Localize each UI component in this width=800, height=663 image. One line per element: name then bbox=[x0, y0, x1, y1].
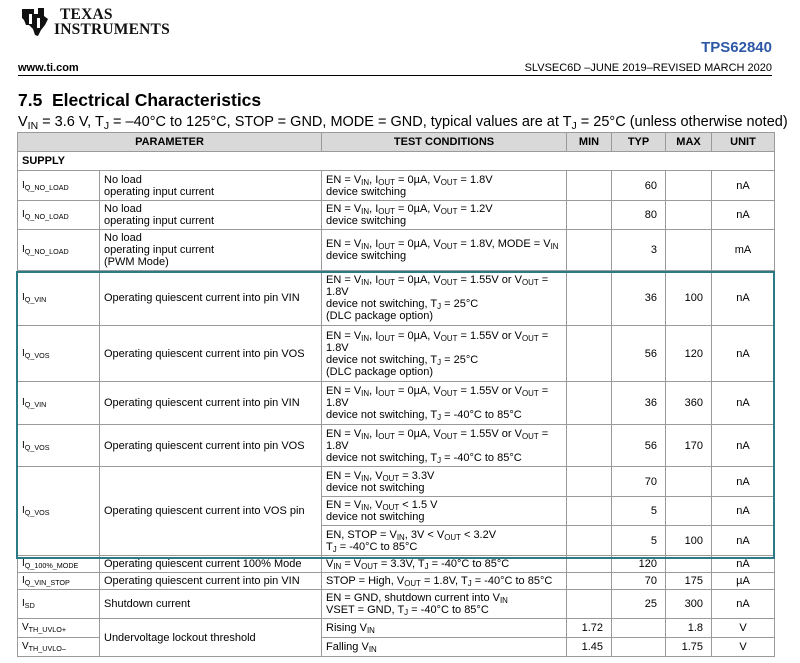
typ-cell: 5 bbox=[612, 526, 666, 556]
min-cell bbox=[567, 497, 612, 526]
table-row bbox=[18, 467, 775, 497]
unit-cell: nA bbox=[712, 497, 775, 526]
max-cell: 170 bbox=[666, 425, 712, 467]
col-header-min: MIN bbox=[567, 133, 612, 152]
unit-cell: nA bbox=[712, 425, 775, 467]
table-row bbox=[18, 556, 775, 573]
typ-cell: 56 bbox=[612, 425, 666, 467]
unit-cell: nA bbox=[712, 271, 775, 326]
parameter-cell: Operating quiescent current into pin VOS bbox=[100, 425, 322, 467]
table-row bbox=[18, 382, 775, 425]
unit-cell: nA bbox=[712, 326, 775, 382]
col-header-parameter: PARAMETER bbox=[18, 133, 322, 152]
max-cell bbox=[666, 556, 712, 573]
typ-cell: 120 bbox=[612, 556, 666, 573]
table-row bbox=[18, 619, 775, 638]
min-cell bbox=[567, 230, 612, 271]
logo-text-texas: TEXAS bbox=[60, 6, 113, 23]
parameter-cell: No load operating input current bbox=[100, 201, 322, 230]
min-cell: 1.45 bbox=[567, 638, 612, 657]
min-cell bbox=[567, 556, 612, 573]
table-row bbox=[18, 230, 775, 271]
unit-cell: V bbox=[712, 638, 775, 657]
texas-state-logo-icon bbox=[20, 6, 50, 38]
parameter-cell: Operating quiescent current into pin VIN bbox=[100, 573, 322, 590]
col-header-typ: TYP bbox=[612, 133, 666, 152]
section-title: Electrical Characteristics bbox=[52, 90, 262, 110]
parameter-cell: Operating quiescent current into VOS pin bbox=[100, 467, 322, 556]
typ-cell: 25 bbox=[612, 590, 666, 619]
min-cell bbox=[567, 326, 612, 382]
conditions-cell: EN, STOP = $V_{IN}$, $3V < V_{OUT} < 3.2V$ $T_J = -40^\circ C$ to 85°C bbox=[322, 526, 567, 556]
max-cell bbox=[666, 201, 712, 230]
conditions-cell: EN = $V_{IN}$, $I_{OUT} = 0\mu A$, $V_{OUT} = 1.55V$ or $V_{OUT}$ = 1.8V device not switching, $T_J = 25^\circ C$ (DLC package option) bbox=[322, 326, 567, 382]
conditions-cell: EN = $V_{IN}$, $I_{OUT} = 0\mu A$, $V_{OUT} = 1.2V$ device switching bbox=[322, 201, 567, 230]
min-cell bbox=[567, 425, 612, 467]
max-cell: 300 bbox=[666, 590, 712, 619]
conditions-cell: EN = GND, shutdown current into $V_{IN}$ VSET = GND, $T_J = -40^\circ C$ to 85°C bbox=[322, 590, 567, 619]
logo-text-instruments: INSTRUMENTS bbox=[54, 21, 170, 38]
typ-cell: 70 bbox=[612, 467, 666, 497]
unit-cell: mA bbox=[712, 230, 775, 271]
col-header-max: MAX bbox=[666, 133, 712, 152]
min-cell bbox=[567, 382, 612, 425]
symbol-cell: $I_{Q\_NO\_LOAD}$ bbox=[18, 201, 100, 230]
symbol-cell: $I_{Q\_VOS}$ bbox=[18, 326, 100, 382]
typ-cell: 3 bbox=[612, 230, 666, 271]
conditions-cell: EN = $V_{IN}$, $I_{OUT} = 0\mu A$, $V_{OUT} = 1.55V$ or $V_{OUT}$ = 1.8V device not switching, $T_J = 25^\circ C$ (DLC package option) bbox=[322, 271, 567, 326]
max-cell: 120 bbox=[666, 326, 712, 382]
conditions-cell: Falling $V_{IN}$ bbox=[322, 638, 567, 657]
parameter-cell: Operating quiescent current into pin VIN bbox=[100, 382, 322, 425]
max-cell: 100 bbox=[666, 526, 712, 556]
header-divider bbox=[18, 75, 772, 76]
symbol-cell: $I_{SD}$ bbox=[18, 590, 100, 619]
document-info: SLVSEC6D –JUNE 2019–REVISED MARCH 2020 bbox=[524, 62, 772, 74]
conditions-cell: EN = $V_{IN}$, $V_{OUT} < 1.5$ V device not switching bbox=[322, 497, 567, 526]
table-row bbox=[18, 326, 775, 382]
parameter-cell: No load operating input current bbox=[100, 171, 322, 201]
symbol-cell: $I_{Q\_100\%\_MODE}$ bbox=[18, 556, 100, 573]
unit-cell: nA bbox=[712, 171, 775, 201]
symbol-cell: $I_{Q\_VOS}$ bbox=[18, 467, 100, 556]
symbol-cell: $I_{Q\_VIN}$ bbox=[18, 271, 100, 326]
website-link[interactable]: www.ti.com bbox=[18, 62, 79, 74]
typ-cell: 5 bbox=[612, 497, 666, 526]
symbol-cell: $I_{Q\_NO\_LOAD}$ bbox=[18, 171, 100, 201]
unit-cell: V bbox=[712, 619, 775, 638]
table-row bbox=[18, 425, 775, 467]
table-row bbox=[18, 271, 775, 326]
conditions-cell: EN = $V_{IN}$, $I_{OUT} = 0\mu A$, $V_{OUT} = 1.8V$ device switching bbox=[322, 171, 567, 201]
table-row bbox=[18, 201, 775, 230]
min-cell bbox=[567, 201, 612, 230]
min-cell bbox=[567, 467, 612, 497]
symbol-cell: $V_{TH\_UVLO+}$ bbox=[18, 619, 100, 638]
symbol-cell: $I_{Q\_NO\_LOAD}$ bbox=[18, 230, 100, 271]
section-number: 7.5 bbox=[18, 90, 43, 110]
electrical-characteristics-table bbox=[17, 132, 775, 657]
symbol-cell: $V_{TH\_UVLO-}$ bbox=[18, 638, 100, 657]
page-header bbox=[0, 0, 800, 80]
col-header-test-conditions: TEST CONDITIONS bbox=[322, 133, 567, 152]
typ-cell: 56 bbox=[612, 326, 666, 382]
conditions-line: $V_{IN} = 3.6$ V, $T_J = -40^\circ C$ to 125°C, STOP = GND, MODE = GND, typical values are at $T_J = 25^\circ C$ (unless otherwise noted) bbox=[18, 114, 788, 132]
ti-logo bbox=[20, 6, 170, 38]
max-cell: 1.75 bbox=[666, 638, 712, 657]
parameter-cell: Operating quiescent current into pin VOS bbox=[100, 326, 322, 382]
unit-cell: nA bbox=[712, 382, 775, 425]
unit-cell: nA bbox=[712, 556, 775, 573]
min-cell: 1.72 bbox=[567, 619, 612, 638]
parameter-cell: Shutdown current bbox=[100, 590, 322, 619]
min-cell bbox=[567, 271, 612, 326]
max-cell bbox=[666, 467, 712, 497]
symbol-cell: $I_{Q\_VOS}$ bbox=[18, 425, 100, 467]
conditions-cell: Rising $V_{IN}$ bbox=[322, 619, 567, 638]
parameter-cell: Operating quiescent current 100% Mode bbox=[100, 556, 322, 573]
typ-cell bbox=[612, 619, 666, 638]
typ-cell bbox=[612, 638, 666, 657]
table-row bbox=[18, 573, 775, 590]
max-cell: 100 bbox=[666, 271, 712, 326]
parameter-cell: Undervoltage lockout threshold bbox=[100, 619, 322, 657]
max-cell bbox=[666, 171, 712, 201]
min-cell bbox=[567, 526, 612, 556]
unit-cell: nA bbox=[712, 590, 775, 619]
min-cell bbox=[567, 590, 612, 619]
typ-cell: 60 bbox=[612, 171, 666, 201]
min-cell bbox=[567, 573, 612, 590]
min-cell bbox=[567, 171, 612, 201]
symbol-cell: $I_{Q\_VIN\_STOP}$ bbox=[18, 573, 100, 590]
table-row bbox=[18, 590, 775, 619]
unit-cell: nA bbox=[712, 201, 775, 230]
table-row bbox=[18, 171, 775, 201]
max-cell: 175 bbox=[666, 573, 712, 590]
typ-cell: 80 bbox=[612, 201, 666, 230]
section-heading bbox=[18, 90, 261, 111]
conditions-cell: EN = $V_{IN}$, $V_{OUT} = 3.3V$ device not switching bbox=[322, 467, 567, 497]
max-cell: 1.8 bbox=[666, 619, 712, 638]
parameter-cell: No load operating input current (PWM Mode) bbox=[100, 230, 322, 271]
typ-cell: 36 bbox=[612, 382, 666, 425]
part-number[interactable]: TPS62840 bbox=[701, 39, 772, 56]
col-header-unit: UNIT bbox=[712, 133, 775, 152]
section-row-supply: SUPPLY bbox=[18, 152, 775, 171]
unit-cell: nA bbox=[712, 467, 775, 497]
conditions-cell: $V_{IN} = V_{OUT} = 3.3V$, $T_J = -40^\circ C$ to 85°C bbox=[322, 556, 567, 573]
typ-cell: 70 bbox=[612, 573, 666, 590]
symbol-cell: $I_{Q\_VIN}$ bbox=[18, 382, 100, 425]
max-cell bbox=[666, 230, 712, 271]
unit-cell: µA bbox=[712, 573, 775, 590]
max-cell bbox=[666, 497, 712, 526]
conditions-cell: EN = $V_{IN}$, $I_{OUT} = 0\mu A$, $V_{OUT} = 1.8V$, MODE = $V_{IN}$ device switching bbox=[322, 230, 567, 271]
unit-cell: nA bbox=[712, 526, 775, 556]
parameter-cell: Operating quiescent current into pin VIN bbox=[100, 271, 322, 326]
conditions-cell: EN = $V_{IN}$, $I_{OUT} = 0\mu A$, $V_{OUT} = 1.55V$ or $V_{OUT}$ = 1.8V device not switching, $T_J = -40^\circ C$ to 85°C bbox=[322, 382, 567, 425]
typ-cell: 36 bbox=[612, 271, 666, 326]
table-header-row bbox=[18, 133, 775, 152]
max-cell: 360 bbox=[666, 382, 712, 425]
conditions-cell: EN = $V_{IN}$, $I_{OUT} = 0\mu A$, $V_{OUT} = 1.55V$ or $V_{OUT}$ = 1.8V device not switching, $T_J = -40^\circ C$ to 85°C bbox=[322, 425, 567, 467]
conditions-cell: STOP = High, $V_{OUT} = 1.8V$, $T_J = -40^\circ C$ to 85°C bbox=[322, 573, 567, 590]
